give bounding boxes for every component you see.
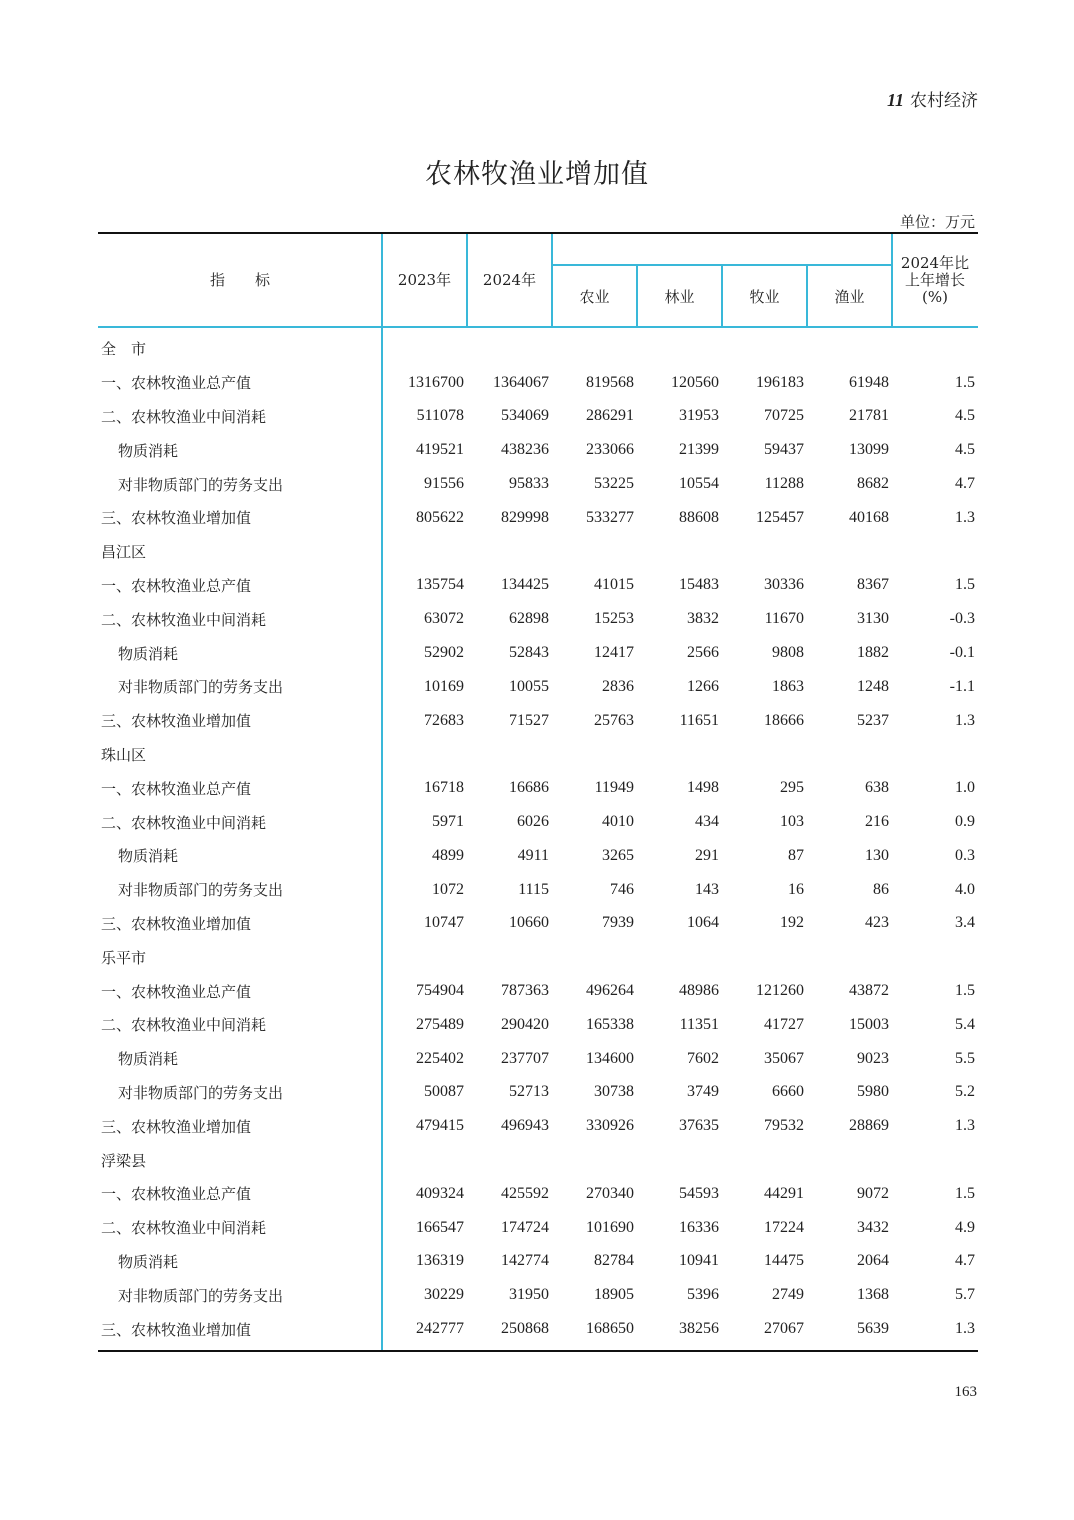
cell-value: 13099 xyxy=(849,441,889,459)
row-label: 一、农林牧渔业总产值 xyxy=(101,982,252,1001)
cell-value: 4911 xyxy=(517,846,549,864)
cell-value: 425592 xyxy=(501,1184,549,1202)
cell-value: 59437 xyxy=(764,441,804,459)
cell-value: 87 xyxy=(788,846,804,864)
cell-value: 2566 xyxy=(687,644,719,662)
cell-value: 805622 xyxy=(416,508,464,526)
cell-value: 1.5 xyxy=(955,982,975,1000)
cell-value: 35067 xyxy=(764,1049,804,1067)
cell-value: 3832 xyxy=(687,610,719,628)
cell-value: 50087 xyxy=(424,1083,464,1101)
cell-value: 11288 xyxy=(764,475,804,493)
cell-value: 10941 xyxy=(679,1252,719,1270)
cell-value: 819568 xyxy=(586,373,634,391)
region-heading-row xyxy=(98,940,978,974)
cell-value: 3749 xyxy=(687,1083,719,1101)
data-table xyxy=(98,232,978,1352)
cell-value: 41727 xyxy=(764,1015,804,1033)
cell-value: -0.3 xyxy=(949,610,975,628)
cell-value: 1115 xyxy=(518,880,549,898)
cell-value: 1.0 xyxy=(955,779,975,797)
cell-value: -1.1 xyxy=(949,677,975,695)
column-divider xyxy=(381,234,383,1350)
row-label: 二、农林牧渔业中间消耗 xyxy=(101,610,267,629)
row-label: 一、农林牧渔业总产值 xyxy=(101,374,252,393)
cell-value: 10169 xyxy=(424,677,464,695)
chapter-title: 农村经济 xyxy=(910,91,978,111)
cell-value: 1.5 xyxy=(955,373,975,391)
cell-value: 30738 xyxy=(594,1083,634,1101)
cell-value: 4.9 xyxy=(955,1218,975,1236)
cell-value: 1072 xyxy=(432,880,464,898)
col-husbandry: 牧业 xyxy=(749,287,780,306)
cell-value: 533277 xyxy=(586,508,634,526)
cell-value: 1248 xyxy=(857,677,889,695)
cell-value: 196183 xyxy=(756,373,804,391)
cell-value: 1498 xyxy=(687,779,719,797)
row-label: 全 市 xyxy=(101,340,147,359)
region-heading-row xyxy=(98,1143,978,1177)
cell-value: 6660 xyxy=(772,1083,804,1101)
table-row xyxy=(98,1076,978,1110)
col-growth: 2024年比 上年增长 (%) xyxy=(900,253,970,306)
cell-value: 11351 xyxy=(679,1015,719,1033)
chapter-number: 11 xyxy=(886,90,904,110)
cell-value: 95833 xyxy=(509,475,549,493)
cell-value: 1863 xyxy=(772,677,804,695)
cell-value: 17224 xyxy=(764,1218,804,1236)
cell-value: 330926 xyxy=(586,1117,634,1135)
cell-value: 237707 xyxy=(501,1049,549,1067)
cell-value: 10660 xyxy=(509,914,549,932)
cell-value: 2064 xyxy=(857,1252,889,1270)
cell-value: 41015 xyxy=(594,576,634,594)
cell-value: 423 xyxy=(865,914,889,932)
col-fishery: 渔业 xyxy=(834,287,865,306)
cell-value: 31953 xyxy=(679,407,719,425)
cell-value: 5980 xyxy=(857,1083,889,1101)
cell-value: 434 xyxy=(695,813,719,831)
table-row xyxy=(98,433,978,467)
cell-value: 10747 xyxy=(424,914,464,932)
cell-value: 79532 xyxy=(764,1117,804,1135)
cell-value: 275489 xyxy=(416,1015,464,1033)
cell-value: 11670 xyxy=(764,610,804,628)
cell-value: 4.7 xyxy=(955,475,975,493)
cell-value: 91556 xyxy=(424,475,464,493)
col-forestry: 林业 xyxy=(664,287,695,306)
cell-value: 2749 xyxy=(772,1286,804,1304)
cell-value: 103 xyxy=(780,813,804,831)
cell-value: 30229 xyxy=(424,1286,464,1304)
table-row xyxy=(98,704,978,738)
row-label: 珠山区 xyxy=(101,745,147,764)
cell-value: 511078 xyxy=(416,407,464,425)
region-heading-row xyxy=(98,535,978,569)
cell-value: 290420 xyxy=(501,1015,549,1033)
cell-value: 63072 xyxy=(424,610,464,628)
col-2024: 2024年 xyxy=(482,270,537,289)
cell-value: 5396 xyxy=(687,1286,719,1304)
cell-value: 534069 xyxy=(501,407,549,425)
cell-value: 54593 xyxy=(679,1184,719,1202)
cell-value: 419521 xyxy=(416,441,464,459)
cell-value: 638 xyxy=(865,779,889,797)
table-row xyxy=(98,873,978,907)
cell-value: 5.5 xyxy=(955,1049,975,1067)
cell-value: 1064 xyxy=(687,914,719,932)
cell-value: 1882 xyxy=(857,644,889,662)
row-label: 物质消耗 xyxy=(118,847,179,866)
table-row xyxy=(98,1008,978,1042)
table-row xyxy=(98,839,978,873)
row-label: 三、农林牧渔业增加值 xyxy=(101,1320,252,1339)
row-label: 对非物质部门的劳务支出 xyxy=(118,678,284,697)
cell-value: 31950 xyxy=(509,1286,549,1304)
cell-value: 10554 xyxy=(679,475,719,493)
cell-value: 3265 xyxy=(602,846,634,864)
cell-value: 7939 xyxy=(602,914,634,932)
cell-value: 37635 xyxy=(679,1117,719,1135)
cell-value: 1364067 xyxy=(493,373,549,391)
row-label: 浮梁县 xyxy=(101,1151,147,1170)
cell-value: 5971 xyxy=(432,813,464,831)
cell-value: 38256 xyxy=(679,1320,719,1337)
row-label: 物质消耗 xyxy=(118,644,179,663)
cell-value: 71527 xyxy=(509,711,549,729)
column-divider xyxy=(466,234,468,326)
cell-value: 4.5 xyxy=(955,407,975,425)
cell-value: 8367 xyxy=(857,576,889,594)
table-row xyxy=(98,1109,978,1143)
row-label: 一、农林牧渔业总产值 xyxy=(101,1185,252,1204)
row-label: 乐平市 xyxy=(101,948,147,967)
row-label: 二、农林牧渔业中间消耗 xyxy=(101,1219,267,1238)
cell-value: 6026 xyxy=(517,813,549,831)
cell-value: 1.3 xyxy=(955,1320,975,1337)
cell-value: 15003 xyxy=(849,1015,889,1033)
cell-value: 21399 xyxy=(679,441,719,459)
cell-value: 14475 xyxy=(764,1252,804,1270)
cell-value: 4.7 xyxy=(955,1252,975,1270)
table-row xyxy=(98,1177,978,1211)
table-header xyxy=(98,234,978,328)
cell-value: 2836 xyxy=(602,677,634,695)
row-label: 三、农林牧渔业增加值 xyxy=(101,712,252,731)
cell-value: 0.3 xyxy=(955,846,975,864)
row-label: 对非物质部门的劳务支出 xyxy=(118,1286,284,1305)
table-row xyxy=(98,602,978,636)
cell-value: 5.2 xyxy=(955,1083,975,1101)
cell-value: 18666 xyxy=(764,711,804,729)
cell-value: 142774 xyxy=(501,1252,549,1270)
cell-value: 11651 xyxy=(679,711,719,729)
cell-value: 86 xyxy=(873,880,889,898)
col-2023: 2023年 xyxy=(397,270,452,289)
column-divider xyxy=(636,265,638,326)
row-label: 对非物质部门的劳务支出 xyxy=(118,881,284,900)
cell-value: 25763 xyxy=(594,711,634,729)
cell-value: 9072 xyxy=(857,1184,889,1202)
row-label: 对非物质部门的劳务支出 xyxy=(118,475,284,494)
cell-value: 746 xyxy=(610,880,634,898)
table-row xyxy=(98,1278,978,1312)
table-row xyxy=(98,974,978,1008)
row-label: 对非物质部门的劳务支出 xyxy=(118,1083,284,1102)
cell-value: 15483 xyxy=(679,576,719,594)
cell-value: 165338 xyxy=(586,1015,634,1033)
cell-value: 1.3 xyxy=(955,1117,975,1135)
region-heading-row xyxy=(98,738,978,772)
cell-value: 192 xyxy=(780,914,804,932)
cell-value: 44291 xyxy=(764,1184,804,1202)
cell-value: 18905 xyxy=(594,1286,634,1304)
cell-value: 130 xyxy=(865,846,889,864)
cell-value: 43872 xyxy=(849,982,889,1000)
cell-value: 787363 xyxy=(501,982,549,1000)
cell-value: 8682 xyxy=(857,475,889,493)
cell-value: 135754 xyxy=(416,576,464,594)
cell-value: 53225 xyxy=(594,475,634,493)
cell-value: 88608 xyxy=(679,508,719,526)
row-label: 三、农林牧渔业增加值 xyxy=(101,914,252,933)
table-row xyxy=(98,771,978,805)
cell-value: 52902 xyxy=(424,644,464,662)
region-heading-row xyxy=(98,332,978,366)
cell-value: 1.5 xyxy=(955,576,975,594)
cell-value: 1368 xyxy=(857,1286,889,1304)
cell-value: 143 xyxy=(695,880,719,898)
row-label: 三、农林牧渔业增加值 xyxy=(101,1117,252,1136)
row-label: 一、农林牧渔业总产值 xyxy=(101,779,252,798)
column-divider xyxy=(551,234,553,326)
row-label: 二、农林牧渔业中间消耗 xyxy=(101,813,267,832)
cell-value: 233066 xyxy=(586,441,634,459)
cell-value: 1.3 xyxy=(955,711,975,729)
cell-value: 121260 xyxy=(756,982,804,1000)
table-row xyxy=(98,467,978,501)
page-number: 163 xyxy=(954,1384,977,1400)
table-body xyxy=(98,328,978,1350)
cell-value: 1.5 xyxy=(955,1184,975,1202)
table-row xyxy=(98,1312,978,1346)
cell-value: 270340 xyxy=(586,1184,634,1202)
cell-value: 62898 xyxy=(509,610,549,628)
cell-value: 125457 xyxy=(756,508,804,526)
cell-value: 496943 xyxy=(501,1117,549,1135)
cell-value: 120560 xyxy=(671,373,719,391)
cell-value: 4.5 xyxy=(955,441,975,459)
cell-value: 174724 xyxy=(501,1218,549,1236)
table-row xyxy=(98,569,978,603)
cell-value: 1.3 xyxy=(955,508,975,526)
cell-value: 4010 xyxy=(602,813,634,831)
cell-value: 1316700 xyxy=(408,373,464,391)
row-label: 三、农林牧渔业增加值 xyxy=(101,509,252,528)
cell-value: 5.4 xyxy=(955,1015,975,1033)
cell-value: 21781 xyxy=(849,407,889,425)
cell-value: 216 xyxy=(865,813,889,831)
cell-value: 16336 xyxy=(679,1218,719,1236)
cell-value: 16686 xyxy=(509,779,549,797)
cell-value: 4899 xyxy=(432,846,464,864)
cell-value: 438236 xyxy=(501,441,549,459)
cell-value: 15253 xyxy=(594,610,634,628)
column-divider xyxy=(721,265,723,326)
cell-value: 48986 xyxy=(679,982,719,1000)
cell-value: 7602 xyxy=(687,1049,719,1067)
cell-value: 754904 xyxy=(416,982,464,1000)
row-label: 二、农林牧渔业中间消耗 xyxy=(101,1016,267,1035)
cell-value: 16718 xyxy=(424,779,464,797)
row-label: 物质消耗 xyxy=(118,441,179,460)
running-header xyxy=(887,86,978,111)
row-label: 物质消耗 xyxy=(118,1252,179,1271)
cell-value: 829998 xyxy=(501,508,549,526)
cell-value: 72683 xyxy=(424,711,464,729)
cell-value: 5639 xyxy=(857,1320,889,1337)
cell-value: 291 xyxy=(695,846,719,864)
cell-value: 136319 xyxy=(416,1252,464,1270)
cell-value: 5.7 xyxy=(955,1286,975,1304)
column-divider xyxy=(806,265,808,326)
cell-value: 11949 xyxy=(594,779,634,797)
cell-value: 1266 xyxy=(687,677,719,695)
cell-value: 166547 xyxy=(416,1218,464,1236)
col-indicator: 指 标 xyxy=(209,270,270,289)
table-row xyxy=(98,1042,978,1076)
cell-value: 12417 xyxy=(594,644,634,662)
cell-value: 40168 xyxy=(849,508,889,526)
cell-value: 250868 xyxy=(501,1320,549,1337)
col-agriculture: 农业 xyxy=(579,287,610,306)
cell-value: 168650 xyxy=(586,1320,634,1337)
cell-value: 479415 xyxy=(416,1117,464,1135)
table-row xyxy=(98,907,978,941)
cell-value: 496264 xyxy=(586,982,634,1000)
column-divider xyxy=(891,234,893,326)
cell-value: 134425 xyxy=(501,576,549,594)
cell-value: 30336 xyxy=(764,576,804,594)
cell-value: 52843 xyxy=(509,644,549,662)
table-row xyxy=(98,501,978,535)
row-label: 一、农林牧渔业总产值 xyxy=(101,576,252,595)
cell-value: 3.4 xyxy=(955,914,975,932)
row-label: 昌江区 xyxy=(101,543,147,562)
cell-value: 27067 xyxy=(764,1320,804,1337)
table-row xyxy=(98,1245,978,1279)
cell-value: 3130 xyxy=(857,610,889,628)
cell-value: 9808 xyxy=(772,644,804,662)
cell-value: 295 xyxy=(780,779,804,797)
table-row xyxy=(98,670,978,704)
cell-value: 61948 xyxy=(849,373,889,391)
cell-value: 10055 xyxy=(509,677,549,695)
cell-value: 5237 xyxy=(857,711,889,729)
table-row xyxy=(98,400,978,434)
cell-value: 225402 xyxy=(416,1049,464,1067)
cell-value: 16 xyxy=(788,880,804,898)
cell-value: 101690 xyxy=(586,1218,634,1236)
table-row xyxy=(98,805,978,839)
cell-value: 0.9 xyxy=(955,813,975,831)
cell-value: 9023 xyxy=(857,1049,889,1067)
table-row xyxy=(98,1211,978,1245)
page-title: 农林牧渔业增加值 xyxy=(425,159,649,190)
cell-value: 70725 xyxy=(764,407,804,425)
unit-label: 单位：万元 xyxy=(899,213,975,231)
cell-value: -0.1 xyxy=(949,644,975,662)
cell-value: 3432 xyxy=(857,1218,889,1236)
row-label: 物质消耗 xyxy=(118,1050,179,1069)
cell-value: 242777 xyxy=(416,1320,464,1337)
row-label: 二、农林牧渔业中间消耗 xyxy=(101,407,267,426)
cell-value: 409324 xyxy=(416,1184,464,1202)
cell-value: 28869 xyxy=(849,1117,889,1135)
table-row xyxy=(98,366,978,400)
cell-value: 4.0 xyxy=(955,880,975,898)
cell-value: 286291 xyxy=(586,407,634,425)
cell-value: 134600 xyxy=(586,1049,634,1067)
cell-value: 52713 xyxy=(509,1083,549,1101)
table-row xyxy=(98,636,978,670)
cell-value: 82784 xyxy=(594,1252,634,1270)
